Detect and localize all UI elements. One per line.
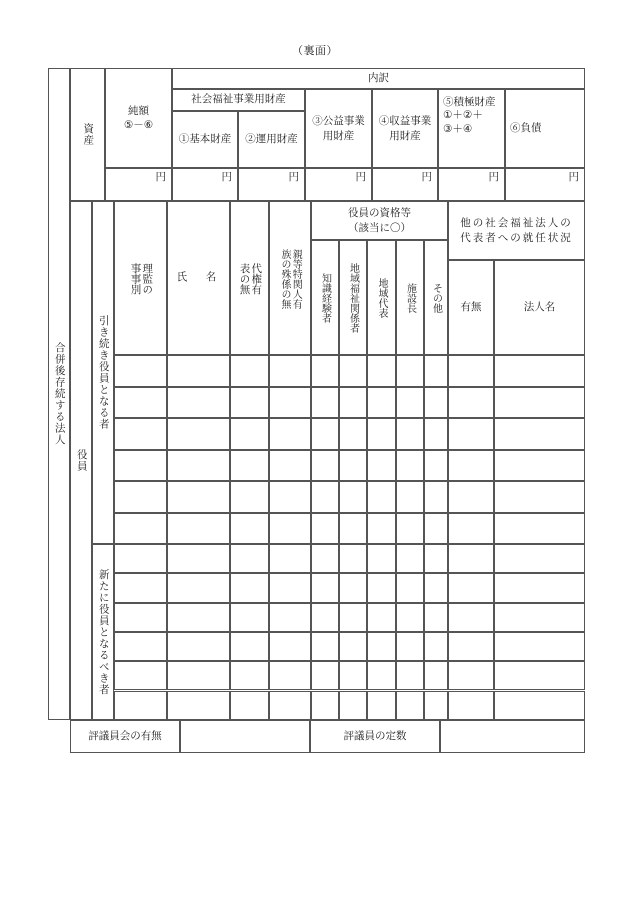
- qualification-col-chiiki-fukushi-label: 地域福祉関係者: [347, 262, 359, 333]
- role-distinction-stack: [129, 261, 153, 295]
- officer-cell-representation[interactable]: [230, 513, 269, 545]
- councilor-umu-label-cell: [70, 720, 180, 753]
- officer-cell-qual-chishiki[interactable]: [311, 544, 339, 573]
- officer-cell-relative-relation[interactable]: [269, 573, 311, 602]
- officer-cell-qual-sonota[interactable]: [424, 513, 448, 545]
- officer-cell-other-corp-name[interactable]: [494, 513, 585, 545]
- unit-yen: 円: [221, 171, 232, 183]
- group-new-label-cell: [92, 544, 114, 720]
- officer-cell-qual-shisetsucho[interactable]: [396, 387, 424, 419]
- officer-cell-qual-chiiki-daihyo[interactable]: [367, 513, 396, 545]
- officer-cell-qual-sonota[interactable]: [424, 573, 448, 602]
- officer-cell-qual-chiiki-daihyo[interactable]: [367, 418, 396, 450]
- officer-cell-qual-chiiki-daihyo[interactable]: [367, 661, 396, 690]
- asset-value-kihon[interactable]: [172, 168, 238, 201]
- asset-col-fusai-header: [505, 89, 585, 168]
- officer-cell-name[interactable]: [167, 632, 230, 661]
- unit-yen: 円: [288, 171, 299, 183]
- asset-col-kihon-header: [172, 111, 238, 168]
- officer-cell-qual-chiiki-fukushi[interactable]: [339, 418, 367, 450]
- asset-col-sekkyoku-header: [438, 89, 505, 168]
- officer-cell-name[interactable]: [167, 387, 230, 419]
- qualification-col-shisetsucho-label: 施設長: [404, 282, 416, 313]
- role-distinction-header: [114, 201, 167, 355]
- officer-cell-role[interactable]: [114, 418, 167, 450]
- asset-col-sekkyoku-label-line3: ③＋④: [443, 122, 473, 135]
- qualification-col-chishiki-label: 知識経験者: [319, 272, 331, 323]
- officer-cell-representation[interactable]: [230, 661, 269, 690]
- officer-cell-role[interactable]: [114, 632, 167, 661]
- officer-cell-qual-chiiki-fukushi[interactable]: [339, 544, 367, 573]
- asset-col-sekkyoku-label-line2: ①＋②＋: [443, 109, 483, 122]
- officer-cell-qual-chishiki[interactable]: [311, 418, 339, 450]
- asset-col-unyo-label: ②運用財産: [245, 132, 298, 145]
- officer-cell-representation[interactable]: [230, 450, 269, 482]
- officer-cell-other-corp-umu[interactable]: [448, 513, 494, 545]
- officer-cell-name[interactable]: [167, 691, 230, 720]
- officer-cell-qual-chiiki-fukushi[interactable]: [339, 691, 367, 720]
- officer-cell-other-corp-name[interactable]: [494, 387, 585, 419]
- officer-cell-qual-chiiki-daihyo[interactable]: [367, 544, 396, 573]
- officer-cell-name[interactable]: [167, 418, 230, 450]
- welfare-group-header-label: 社会福祉事業用財産: [191, 93, 286, 106]
- officer-cell-other-corp-umu[interactable]: [448, 691, 494, 720]
- officer-cell-qual-chishiki[interactable]: [311, 632, 339, 661]
- officer-cell-representation[interactable]: [230, 418, 269, 450]
- qualification-group-header: [311, 201, 448, 240]
- officer-cell-qual-chiiki-fukushi[interactable]: [339, 513, 367, 545]
- qualification-col-sonota-label: その他: [430, 282, 442, 313]
- welfare-group-header-cell: [172, 89, 305, 111]
- officer-cell-other-corp-name[interactable]: [494, 544, 585, 573]
- officer-cell-representation[interactable]: [230, 387, 269, 419]
- representation-header: [230, 201, 269, 355]
- officer-cell-qual-chiiki-fukushi[interactable]: [339, 450, 367, 482]
- asset-value-unyo[interactable]: [238, 168, 305, 201]
- officer-cell-qual-chishiki[interactable]: [311, 661, 339, 690]
- officer-cell-qual-chiiki-fukushi[interactable]: [339, 481, 367, 513]
- officer-cell-other-corp-umu[interactable]: [448, 661, 494, 690]
- officer-cell-qual-sonota[interactable]: [424, 387, 448, 419]
- asset-col-shueki-header: [372, 89, 438, 168]
- asset-label: 資産: [82, 123, 95, 146]
- officer-cell-other-corp-umu[interactable]: [448, 418, 494, 450]
- officer-cell-qual-chiiki-daihyo[interactable]: [367, 481, 396, 513]
- asset-col-sekkyoku-label-line1: ⑤積極財産: [443, 96, 496, 108]
- net-amount-label-line2: ⑤－⑥: [123, 119, 154, 131]
- asset-value-koeki[interactable]: [305, 168, 372, 201]
- officer-cell-qual-chiiki-fukushi[interactable]: [339, 387, 367, 419]
- officer-cell-qual-chiiki-daihyo[interactable]: [367, 450, 396, 482]
- officer-cell-name[interactable]: [167, 603, 230, 632]
- qualification-title-line1: 役員の資格等: [348, 207, 411, 220]
- group-continuing-label-cell: [92, 201, 114, 544]
- relative-relation-col-right: 親等特関人有: [290, 249, 302, 309]
- officer-cell-role[interactable]: [114, 387, 167, 419]
- qualification-col-chiiki-daihyo-label: 地域代表: [376, 277, 387, 318]
- officer-cell-representation[interactable]: [230, 573, 269, 602]
- group-continuing-label: 引き続き役員となる者: [97, 315, 110, 430]
- officer-cell-qual-shisetsucho[interactable]: [396, 450, 424, 482]
- role-distinction-col-right: 理監の: [141, 263, 154, 295]
- officer-cell-relative-relation[interactable]: [269, 387, 311, 419]
- officer-cell-name[interactable]: [167, 513, 230, 545]
- officer-cell-qual-chishiki[interactable]: [311, 355, 339, 387]
- qualification-col-shisetsucho-header: [396, 240, 424, 355]
- officer-cell-qual-sonota[interactable]: [424, 691, 448, 720]
- unit-yen: 円: [568, 171, 579, 183]
- councilor-umu-value-cell[interactable]: [180, 720, 310, 753]
- officer-cell-other-corp-umu[interactable]: [448, 544, 494, 573]
- asset-value-shueki[interactable]: [372, 168, 438, 201]
- officer-cell-qual-chiiki-daihyo[interactable]: [367, 355, 396, 387]
- officer-cell-qual-sonota[interactable]: [424, 418, 448, 450]
- entity-label-cell: [48, 68, 70, 720]
- officer-cell-qual-shisetsucho[interactable]: [396, 603, 424, 632]
- asset-label-cell: [70, 68, 105, 201]
- officer-cell-name[interactable]: [167, 355, 230, 387]
- officer-cell-name[interactable]: [167, 573, 230, 602]
- officer-cell-representation[interactable]: [230, 481, 269, 513]
- officers-label-cell: [70, 201, 92, 720]
- qualification-col-chiiki-daihyo-header: [367, 240, 396, 355]
- other-corp-name-header: [494, 260, 585, 355]
- unit-yen: 円: [488, 171, 499, 183]
- officer-cell-qual-chishiki[interactable]: [311, 387, 339, 419]
- asset-col-koeki-header: [305, 89, 372, 168]
- councilor-umu-label: 評議員会の有無: [88, 729, 162, 742]
- other-corp-header-line2: 代表者への就任状況: [460, 231, 573, 244]
- asset-col-fusai-label: ⑥負債: [510, 121, 542, 134]
- officer-cell-qual-chiiki-daihyo[interactable]: [367, 603, 396, 632]
- officer-cell-representation[interactable]: [230, 544, 269, 573]
- breakdown-header-cell: [172, 68, 585, 89]
- officer-cell-name[interactable]: [167, 450, 230, 482]
- officer-cell-relative-relation[interactable]: [269, 450, 311, 482]
- officer-cell-relative-relation[interactable]: [269, 418, 311, 450]
- officer-cell-role[interactable]: [114, 544, 167, 573]
- officer-cell-name[interactable]: [167, 661, 230, 690]
- officer-cell-qual-shisetsucho[interactable]: [396, 691, 424, 720]
- officer-cell-other-corp-umu[interactable]: [448, 387, 494, 419]
- councilor-teisu-label: 評議員の定数: [343, 729, 407, 742]
- officer-cell-qual-chiiki-daihyo[interactable]: [367, 387, 396, 419]
- officer-cell-representation[interactable]: [230, 691, 269, 720]
- asset-col-shueki-label-line1: ④収益事業: [378, 115, 432, 128]
- officer-cell-qual-shisetsucho[interactable]: [396, 544, 424, 573]
- officer-cell-qual-chiiki-daihyo[interactable]: [367, 573, 396, 602]
- officer-cell-qual-chishiki[interactable]: [311, 513, 339, 545]
- other-corp-umu-label: 有無: [460, 300, 482, 313]
- officer-cell-qual-sonota[interactable]: [424, 355, 448, 387]
- officer-cell-other-corp-name[interactable]: [494, 603, 585, 632]
- qualification-col-chiiki-fukushi-header: [339, 240, 367, 355]
- officers-label: 役員: [75, 449, 88, 472]
- officer-cell-other-corp-name[interactable]: [494, 481, 585, 513]
- relative-relation-header: [269, 201, 311, 355]
- officer-cell-relative-relation[interactable]: [269, 661, 311, 690]
- breakdown-header-label: 内訳: [368, 71, 389, 84]
- officer-cell-relative-relation[interactable]: [269, 603, 311, 632]
- officer-cell-other-corp-umu[interactable]: [448, 355, 494, 387]
- officer-cell-other-corp-name[interactable]: [494, 573, 585, 602]
- officer-cell-relative-relation[interactable]: [269, 513, 311, 545]
- officer-cell-role[interactable]: [114, 661, 167, 690]
- officer-cell-role[interactable]: [114, 450, 167, 482]
- officer-cell-qual-chiiki-fukushi[interactable]: [339, 355, 367, 387]
- officer-cell-other-corp-umu[interactable]: [448, 632, 494, 661]
- officer-cell-qual-shisetsucho[interactable]: [396, 573, 424, 602]
- officer-cell-role[interactable]: [114, 573, 167, 602]
- asset-col-kihon-label: ①基本財産: [178, 132, 232, 145]
- unit-yen: 円: [421, 171, 432, 183]
- unit-yen: 円: [355, 171, 366, 183]
- officer-cell-other-corp-umu[interactable]: [448, 481, 494, 513]
- net-amount-header-cell: [105, 68, 172, 168]
- relative-relation-col-left: 族の殊係の無: [279, 249, 290, 309]
- qualification-title-line2: （該当に〇）: [348, 221, 411, 234]
- officer-cell-qual-shisetsucho[interactable]: [396, 661, 424, 690]
- officer-cell-relative-relation[interactable]: [269, 632, 311, 661]
- officer-cell-role[interactable]: [114, 513, 167, 545]
- officer-cell-other-corp-name[interactable]: [494, 632, 585, 661]
- officer-cell-qual-shisetsucho[interactable]: [396, 418, 424, 450]
- officer-cell-representation[interactable]: [230, 603, 269, 632]
- officer-cell-role[interactable]: [114, 691, 167, 720]
- councilor-teisu-value-cell[interactable]: [440, 720, 585, 753]
- representation-col-right: 代権有: [250, 263, 263, 295]
- officer-cell-qual-chiiki-fukushi[interactable]: [339, 632, 367, 661]
- officer-cell-qual-sonota[interactable]: [424, 481, 448, 513]
- officer-cell-qual-chishiki[interactable]: [311, 603, 339, 632]
- officer-cell-other-corp-umu[interactable]: [448, 573, 494, 602]
- officer-cell-other-corp-name[interactable]: [494, 450, 585, 482]
- asset-col-shueki-label-line2: 用財産: [389, 129, 421, 142]
- officer-cell-qual-chishiki[interactable]: [311, 691, 339, 720]
- officer-cell-representation[interactable]: [230, 632, 269, 661]
- officer-cell-role[interactable]: [114, 603, 167, 632]
- group-new-label: 新たに役員となるべき者: [97, 568, 110, 696]
- asset-value-sekkyoku[interactable]: [438, 168, 505, 201]
- officer-cell-relative-relation[interactable]: [269, 691, 311, 720]
- officer-cell-other-corp-name[interactable]: [494, 355, 585, 387]
- asset-col-koeki-label-line1: ③公益事業: [312, 115, 365, 128]
- qualification-col-chishiki-header: [311, 240, 339, 355]
- officer-cell-qual-chiiki-fukushi[interactable]: [339, 661, 367, 690]
- asset-value-net[interactable]: [105, 168, 172, 201]
- officer-cell-other-corp-umu[interactable]: [448, 603, 494, 632]
- relative-relation-stack: [279, 247, 301, 309]
- officer-cell-qual-sonota[interactable]: [424, 661, 448, 690]
- officer-cell-other-corp-umu[interactable]: [448, 450, 494, 482]
- officer-cell-relative-relation[interactable]: [269, 355, 311, 387]
- officer-cell-name[interactable]: [167, 544, 230, 573]
- officer-cell-qual-chiiki-daihyo[interactable]: [367, 632, 396, 661]
- qualification-col-sonota-header: [424, 240, 448, 355]
- officer-cell-role[interactable]: [114, 481, 167, 513]
- officer-cell-qual-sonota[interactable]: [424, 544, 448, 573]
- unit-yen: 円: [155, 171, 166, 183]
- officer-cell-qual-sonota[interactable]: [424, 603, 448, 632]
- officer-cell-qual-chiiki-fukushi[interactable]: [339, 573, 367, 602]
- asset-col-unyo-header: [238, 111, 305, 168]
- net-amount-label-line1: 純額: [128, 104, 149, 117]
- name-header-label: 氏 名: [176, 271, 221, 284]
- officer-cell-qual-shisetsucho[interactable]: [396, 513, 424, 545]
- officer-cell-qual-shisetsucho[interactable]: [396, 481, 424, 513]
- officer-cell-role[interactable]: [114, 355, 167, 387]
- page-side-label: （裏面）: [292, 44, 338, 57]
- other-corp-name-label: 法人名: [523, 300, 556, 313]
- asset-col-koeki-label-line2: 用財産: [322, 129, 355, 142]
- officer-cell-qual-sonota[interactable]: [424, 632, 448, 661]
- officer-cell-other-corp-name[interactable]: [494, 418, 585, 450]
- officer-cell-relative-relation[interactable]: [269, 481, 311, 513]
- officer-cell-name[interactable]: [167, 481, 230, 513]
- officer-cell-qual-sonota[interactable]: [424, 450, 448, 482]
- officer-cell-other-corp-name[interactable]: [494, 691, 585, 720]
- entity-label: 合併後存続する法人: [53, 342, 66, 446]
- officer-cell-qual-chishiki[interactable]: [311, 573, 339, 602]
- name-header: [167, 201, 230, 355]
- officer-cell-qual-shisetsucho[interactable]: [396, 632, 424, 661]
- representation-stack: [238, 261, 262, 295]
- other-corp-group-header: [448, 201, 585, 260]
- officer-cell-other-corp-name[interactable]: [494, 661, 585, 690]
- officer-cell-qual-chiiki-daihyo[interactable]: [367, 691, 396, 720]
- councilor-teisu-label-cell: [310, 720, 440, 753]
- role-distinction-col-left: 事事別: [129, 263, 142, 295]
- officer-cell-qual-chishiki[interactable]: [311, 450, 339, 482]
- other-corp-umu-header: [448, 260, 494, 355]
- asset-value-fusai[interactable]: [505, 168, 585, 201]
- representation-col-left: 表の無: [238, 263, 251, 295]
- officer-cell-qual-chiiki-fukushi[interactable]: [339, 603, 367, 632]
- other-corp-header-line1: 他の社会福祉法人の: [460, 217, 573, 230]
- officer-cell-relative-relation[interactable]: [269, 544, 311, 573]
- officer-cell-representation[interactable]: [230, 355, 269, 387]
- officer-cell-qual-shisetsucho[interactable]: [396, 355, 424, 387]
- officer-cell-qual-chishiki[interactable]: [311, 481, 339, 513]
